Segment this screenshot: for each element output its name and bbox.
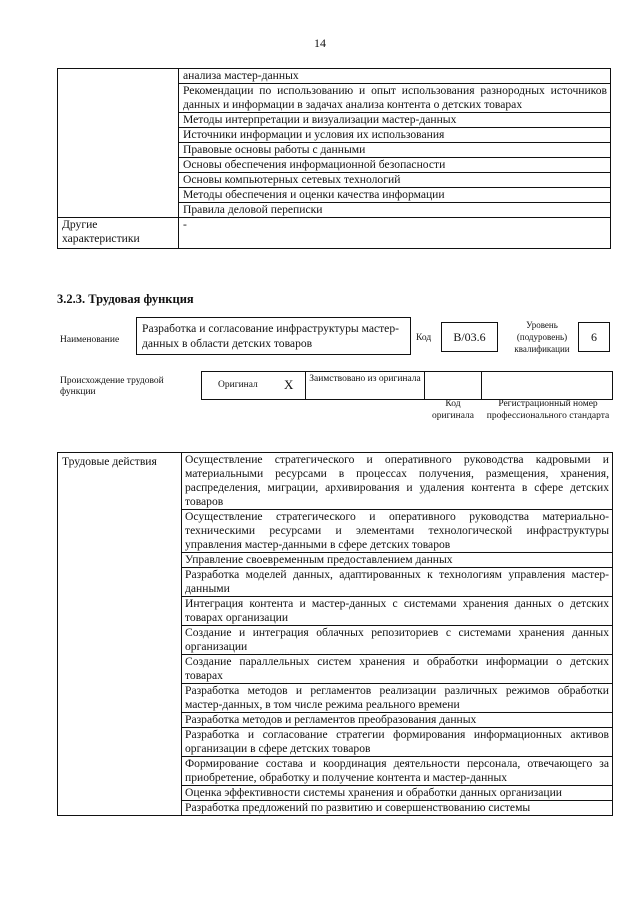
code-label: Код (416, 333, 432, 343)
labor-action-item: Осуществление стратегического и оперативного руководства материально-техническими ресурсами и элементами технологической инфраструктуры управления мастер-данными в сфере детских товаров (182, 510, 613, 553)
labor-action-item: Интеграция контента и мастер-данных с системами хранения данных о детских товарах организации (182, 597, 613, 626)
original-code-caption: Код оригинала (432, 399, 474, 421)
labor-action-item: Управление своевременным предоставлением данных (182, 553, 613, 568)
level-label: Уровень (подуровень) квалификации (514, 320, 570, 354)
knowledge-item: Рекомендации по использованию и опыт использования разнородных источников данных и информации в задачах анализа контента о детских товарах (179, 84, 611, 113)
knowledge-item: Основы компьютерных сетевых технологий (179, 173, 611, 188)
labor-actions-label: Трудовые действия (58, 453, 182, 816)
original-mark: X (284, 377, 294, 392)
knowledge-item: анализа мастер-данных (179, 69, 611, 84)
registration-number-cell (481, 371, 613, 400)
original-cell (201, 371, 306, 400)
labor-action-item: Оценка эффективности системы хранения и обработки данных организации (182, 786, 613, 801)
labor-action-item: Формирование состава и координация деятельности персонала, отвечающего за приобретение, обработку и получение контента и мастер-данных (182, 757, 613, 786)
labor-action-item: Создание параллельных систем хранения и обработки информации о детских товарах (182, 655, 613, 684)
knowledge-item: Методы интерпретации и визуализации мастер-данных (179, 113, 611, 128)
knowledge-item: Правовые основы работы с данными (179, 143, 611, 158)
labor-actions-table (57, 452, 613, 816)
borrowed-cell: Заимствовано из оригинала (305, 371, 425, 400)
knowledge-item: Методы обеспечения и оценки качества информации (179, 188, 611, 203)
labor-action-item: Осуществление стратегического и оперативного руководства кадровыми и материальными ресурсами в процессах получения, размещения, хранения, распределения, миграции, архивирования и удаления контента в сфере детских товаров (182, 453, 613, 510)
knowledge-item: Основы обеспечения информационной безопасности (179, 158, 611, 173)
other-characteristics-label: Другие характеристики (58, 218, 179, 249)
knowledge-table (57, 68, 611, 249)
level-value: 6 (578, 322, 610, 352)
labor-action-item: Разработка методов и регламентов преобразования данных (182, 713, 613, 728)
labor-action-item: Создание и интеграция облачных репозиториев с системами хранения данных организации (182, 626, 613, 655)
empty-label-cell (58, 69, 179, 218)
labor-action-item: Разработка и согласование стратегии формирования информационных активов организации в сфере детских товаров (182, 728, 613, 757)
function-code-value: B/03.6 (441, 322, 498, 352)
section-title: 3.2.3. Трудовая функция (57, 292, 194, 306)
original-code-cell (424, 371, 482, 400)
knowledge-item: Правила деловой переписки (179, 203, 611, 218)
labor-action-item: Разработка предложений по развитию и совершенствованию системы (182, 801, 613, 816)
labor-action-item: Разработка моделей данных, адаптированных к технологиям управления мастер-данными (182, 568, 613, 597)
function-name-value: Разработка и согласование инфраструктуры мастер-данных в области детских товаров (136, 317, 411, 355)
origin-label: Происхождение трудовой функции (60, 376, 164, 397)
name-label: Наименование (60, 335, 120, 345)
knowledge-item: Источники информации и условия их использования (179, 128, 611, 143)
original-label: Оригинал (218, 380, 258, 390)
other-characteristics-value: - (179, 218, 611, 249)
labor-action-item: Разработка методов и регламентов реализации различных режимов обработки мастер-данных, в том числе режима реального времени (182, 684, 613, 713)
registration-caption: Регистрационный номер профессионального стандарта (486, 399, 610, 421)
page-number: 14 (314, 36, 326, 50)
